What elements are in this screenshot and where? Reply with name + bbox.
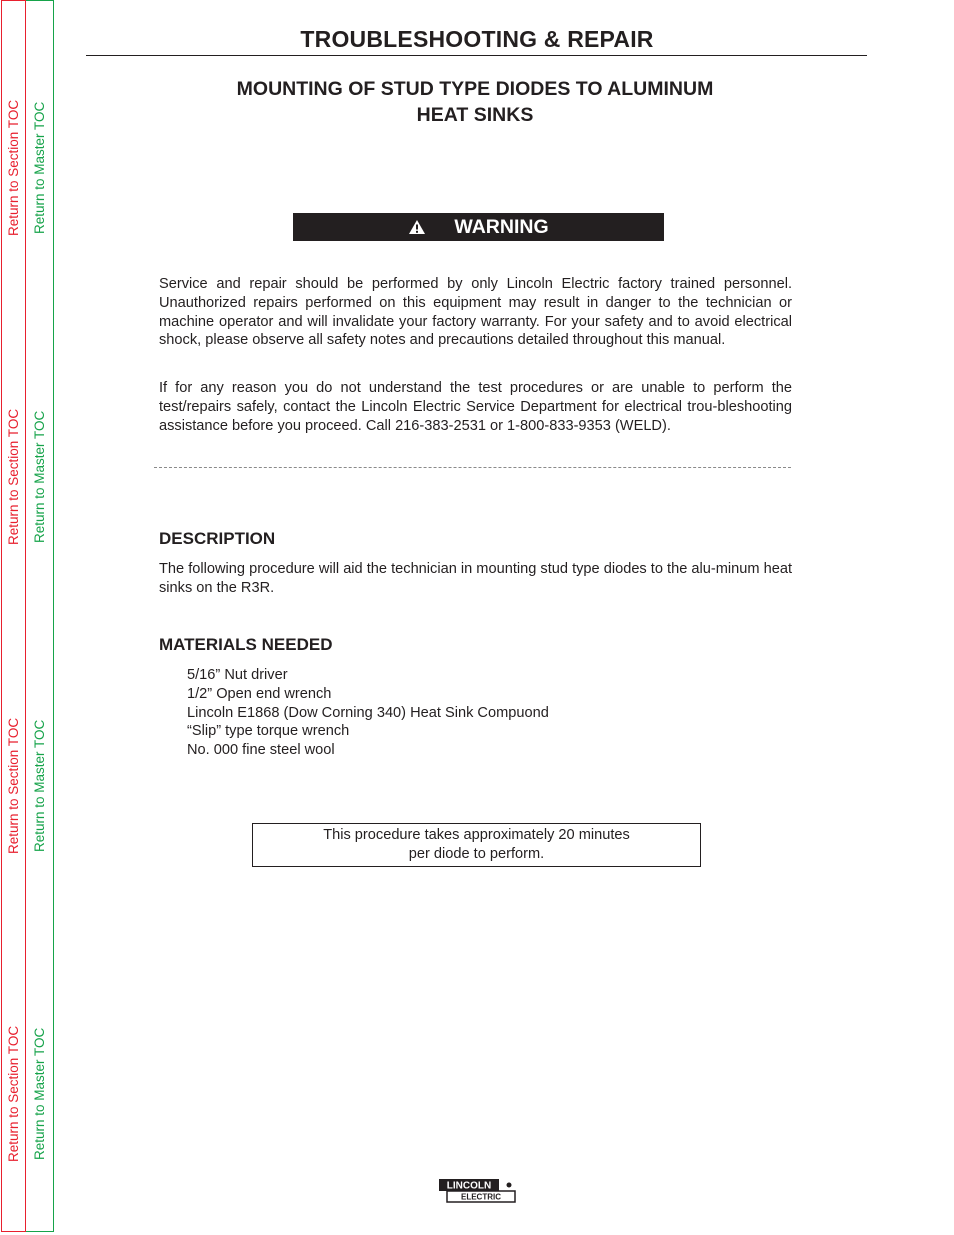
lincoln-electric-logo (438, 1177, 518, 1205)
description-heading: DESCRIPTION (159, 529, 276, 548)
warning-paragraph-1: Service and repair should be performed by only Lincoln Electric factory trained personnel. Unauthorized repairs performed on this equipment may result in danger to the technician or machine operator and will invalidate your factory warranty. For your safety and to avoid electrical shock, please observe all safety notes and precautions detailed throughout this manual. (159, 276, 792, 349)
return-to-master-toc-link-2[interactable]: Return to Master TOC (32, 410, 47, 543)
procedure-time-note-line-2: per diode to perform. (408, 846, 545, 862)
return-to-master-toc-link-3[interactable]: Return to Master TOC (32, 719, 47, 852)
materials-heading: MATERIALS NEEDED (159, 635, 333, 654)
procedure-title (160, 76, 790, 128)
warning-paragraph-2: If for any reason you do not understand the test procedures or are unable to perform the test/repairs safely, contact the Lincoln Electric Service Department for electrical trou-bleshooting assistance before you proceed. Call 216-383-2531 or 1-800-833-9353 (WELD). (159, 380, 792, 434)
section-divider (154, 467, 791, 468)
warning-banner (293, 213, 664, 241)
procedure-title-line-2: HEAT SINKS (416, 104, 534, 126)
warning-label: WARNING (454, 215, 549, 238)
title-divider (86, 55, 867, 56)
materials-item: “Slip” type torque wrench (187, 723, 350, 740)
return-to-section-toc-link-1[interactable]: Return to Section TOC (6, 99, 21, 236)
materials-item: No. 000 fine steel wool (187, 742, 335, 759)
materials-item: 1/2” Open end wrench (187, 685, 332, 702)
procedure-time-note-line-1: This procedure takes approximately 20 minutes (323, 827, 630, 843)
materials-item: Lincoln E1868 (Dow Corning 340) Heat Sink Compuond (187, 704, 549, 721)
procedure-title-line-1: MOUNTING OF STUD TYPE DIODES TO ALUMINUM (236, 78, 714, 100)
return-to-section-toc-link-2[interactable]: Return to Section TOC (6, 408, 21, 545)
materials-list (187, 666, 549, 760)
return-to-master-toc-link-1[interactable]: Return to Master TOC (32, 101, 47, 234)
procedure-time-note (252, 823, 701, 867)
return-to-section-toc-link-4[interactable]: Return to Section TOC (6, 1025, 21, 1162)
logo-bottom-text: ELECTRIC (461, 1192, 501, 1202)
return-to-section-toc-link-3[interactable]: Return to Section TOC (6, 717, 21, 854)
materials-item: 5/16” Nut driver (187, 667, 288, 683)
page-title: TROUBLESHOOTING & REPAIR (300, 26, 654, 52)
warning-triangle-icon (408, 219, 426, 235)
logo-top-text: LINCOLN (446, 1180, 492, 1192)
description-text: The following procedure will aid the technician in mounting stud type diodes to the alu-minum heat sinks on the R3R. (159, 561, 792, 596)
return-to-master-toc-link-4[interactable]: Return to Master TOC (32, 1027, 47, 1160)
